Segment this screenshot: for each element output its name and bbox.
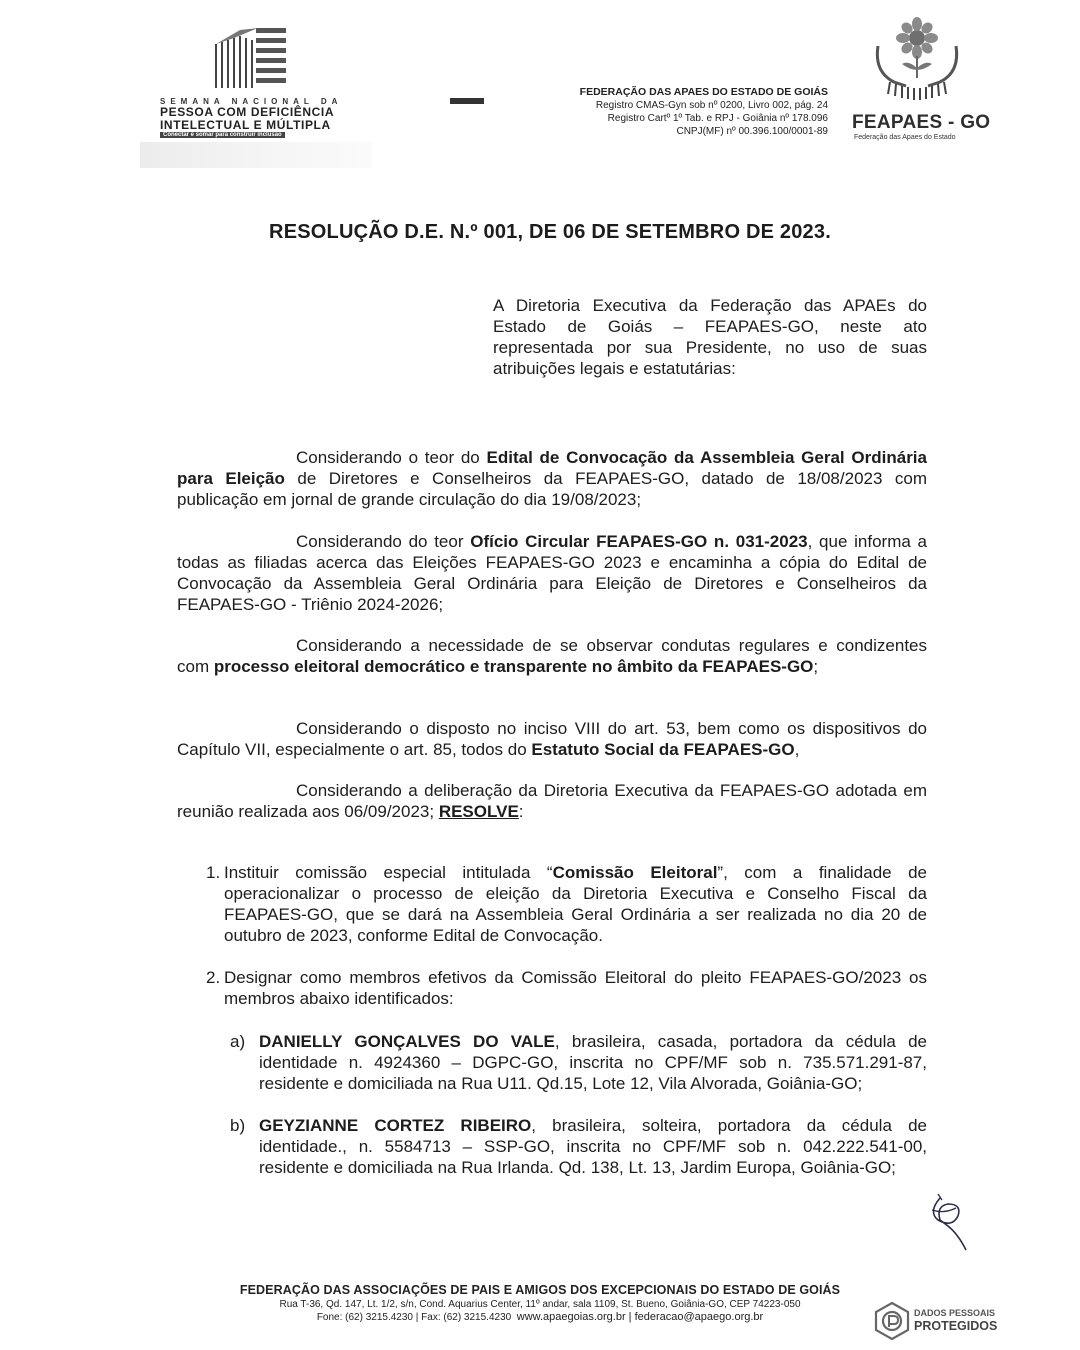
member-b-details: , brasileira, solteira, portadora da cédula de identidade., n. 5584713 – SSP-GO, inscrita no CPF/MF sob n. 042.222.541-00, residente e domiciliada na Rua Irlanda. Qd. 138, Lt. 13, Jardim Europa, Goiânia-GO;: [259, 1116, 927, 1177]
c4-bold: Estatuto Social da FEAPAES-GO: [531, 740, 795, 759]
resolve-keyword: RESOLVE: [438, 802, 519, 821]
feapaes-logo: [850, 16, 991, 146]
c1-text-a: Considerando o teor do: [296, 448, 487, 467]
logo-label-box: [450, 98, 484, 104]
c4-text-a: Considerando o disposto no inciso VIII do art. 53, bem como os dispositivos do Capítulo VII, especialmente o art. 85, todos do: [177, 719, 927, 759]
member-a: [259, 1031, 927, 1094]
badge-line-2: PROTEGIDOS: [914, 1319, 998, 1333]
footer: [160, 1282, 920, 1324]
footer-web-email: www.apaegoias.org.br | federacao@apaego.org.br: [516, 1311, 764, 1323]
c2-text-a: Considerando do teor: [296, 532, 471, 551]
member-a-letter: a): [230, 1032, 246, 1051]
item-1-number: 1.: [206, 863, 221, 882]
considerando-5: [177, 780, 927, 822]
footer-title: FEDERAÇÃO DAS ASSOCIAÇÕES DE PAIS E AMIGOS DOS EXCEPCIONAIS DO ESTADO DE GOIÁS: [239, 1283, 841, 1297]
item-2-number: 2.: [206, 968, 221, 987]
resolution-title: RESOLUÇÃO D.E. N.º 001, DE 06 DE SETEMBRO DE 2023.: [269, 221, 831, 243]
item-1-text: [224, 862, 927, 946]
data-protection-icon: [872, 1301, 912, 1341]
member-a-details: , brasileira, casada, portadora da cédula de identidade n. 4924360 – DGPC-GO, inscrita no CPF/MF sob n. 735.571.291-87, residente e domiciliada na Rua U11. Qd.15, Lote 12, Vila Alvorada, Goiânia-GO;: [259, 1032, 928, 1093]
member-a-name: DANIELLY GONÇALVES DO VALE: [259, 1032, 555, 1051]
considerando-2: [177, 531, 927, 615]
c2-text-c: , que informa a todas as filiadas acerca das Eleições FEAPAES-GO 2023 e encaminha a cópia do Edital de Convocação da Assembleia Geral Ordinária para Eleição de Diretores e Conselheiros da FEAPAES-GO - Triênio 2024-2026;: [177, 532, 927, 614]
item-2-text: Designar como membros efetivos da Comissão Eleitoral do pleito FEAPAES-GO/2023 os membros abaixo identificados:: [224, 968, 927, 1008]
c4-text-c: ,: [794, 740, 800, 759]
considerando-3: [177, 635, 927, 677]
feapaes-name: FEAPAES - GO: [852, 112, 991, 133]
c5-text-a: Considerando a deliberação da Diretoria Executiva da FEAPAES-GO adotada em reunião realizada aos 06/09/2023;: [177, 781, 927, 821]
feapaes-subtitle: Federação das Apaes do Estado: [854, 134, 956, 141]
member-b-letter: b): [230, 1116, 246, 1135]
logo-line-1: PESSOA COM DEFICIÊNCIA: [160, 105, 335, 119]
c3-text-a: Considerando a necessidade de se observar condutas regulares e condizentes com: [177, 636, 927, 676]
footer-contact: [160, 1311, 920, 1324]
signature-initials: [918, 1190, 978, 1254]
footer-phones: Fone: (62) 3215.4230 | Fax: (62) 3215.4230: [316, 1312, 512, 1323]
c2-bold: Ofício Circular FEAPAES-GO n. 031-2023: [470, 532, 808, 551]
c1-bold: Edital de Convocação da Assembleia Geral Ordinária para Eleição: [177, 448, 927, 488]
striped-cube-icon: [212, 22, 292, 96]
c5-text-c: :: [518, 802, 524, 821]
logo-shadow: [140, 142, 372, 168]
item-1-text-c: ”, com a finalidade de operacionalizar o processo de eleição da Diretoria Executiva e Conselho Fiscal da FEAPAES-GO, que se dará na Assembleia Geral Ordinária a ser realizada no dia 20 de outubro de 2023, conforme Edital de Convocação.: [224, 863, 927, 945]
federation-registry-block: [480, 86, 828, 138]
intro-paragraph: A Diretoria Executiva da Federação das APAEs do Estado de Goiás – FEAPAES-GO, neste ato representada por sua Presidente, no uso de suas atribuições legais e estatutárias:: [493, 296, 927, 378]
logo-tagline: Conectar e somar para construir inclusão: [160, 132, 285, 138]
logo-small-caps: SEMANA NACIONAL DA: [160, 97, 343, 106]
registry-cnpj: CNPJ(MF) nº 00.396.100/0001-89: [676, 126, 828, 137]
federation-title: FEDERAÇÃO DAS APAES DO ESTADO DE GOIÁS: [579, 86, 828, 98]
logo-line-2: INTELECTUAL E MÚLTIPLA: [160, 118, 331, 132]
item-1-text-a: Instituir comissão especial intitulada “: [224, 863, 553, 882]
c3-text-c: ;: [813, 657, 819, 676]
badge-line-1: DADOS PESSOAIS: [914, 1308, 996, 1318]
footer-address: Rua T-36, Qd. 147, Lt. 1/2, s/n, Cond. Aquarius Center, 11º andar, sala 1109, St. Bueno, Goiânia-GO, CEP 74223-050: [279, 1299, 801, 1310]
flower-hands-icon: [872, 16, 962, 112]
dados-pessoais-badge: [872, 1301, 1002, 1341]
item-1-bold: Comissão Eleitoral: [552, 863, 718, 882]
considerando-4: [177, 718, 927, 760]
member-b: [259, 1115, 927, 1178]
registry-cartorio: Registro Cartº 1º Tab. e RPJ - Goiânia nº 178.096: [607, 113, 828, 124]
c1-text-c: de Diretores e Conselheiros da FEAPAES-GO, datado de 18/08/2023 com publicação em jornal de grande circulação do dia 19/08/2023;: [177, 469, 927, 509]
semana-nacional-logo: [140, 12, 372, 160]
registry-cmas: Registro CMAS-Gyn sob nº 0200, Livro 002, pág. 24: [595, 100, 828, 111]
considerando-1: [177, 447, 927, 510]
member-b-name: GEYZIANNE CORTEZ RIBEIRO: [259, 1116, 532, 1135]
c3-bold: processo eleitoral democrático e transparente no âmbito da FEAPAES-GO: [213, 657, 814, 676]
